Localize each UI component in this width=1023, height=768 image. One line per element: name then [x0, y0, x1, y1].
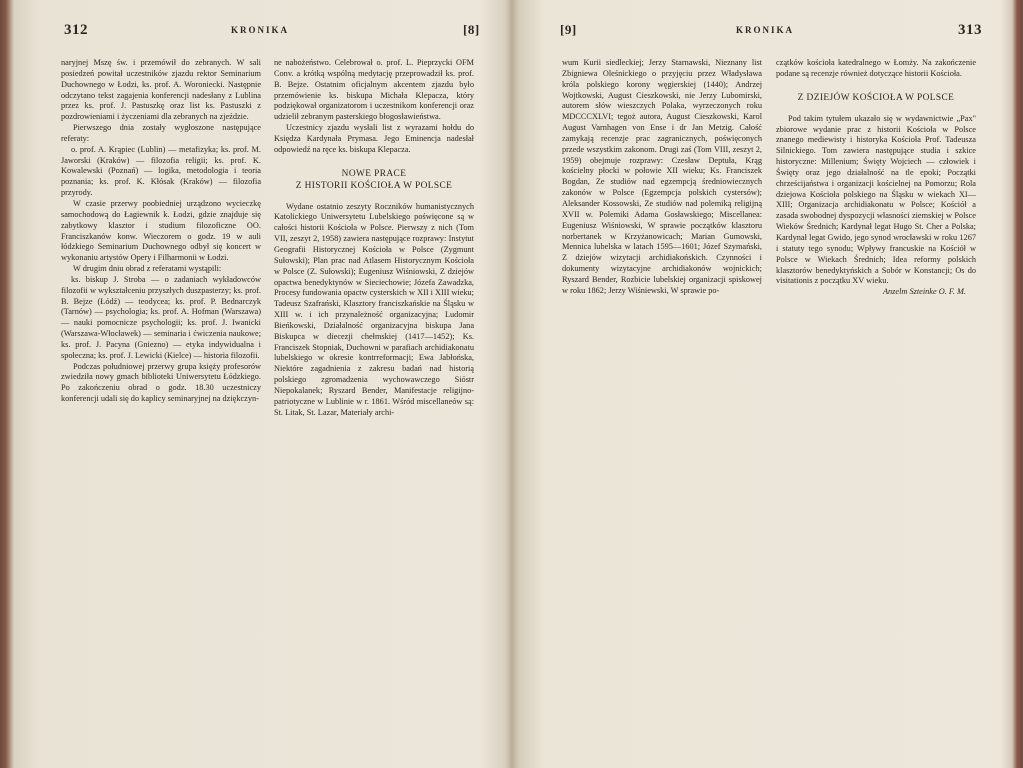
- left-column-2: [274, 58, 474, 758]
- page-number-left: 312: [64, 22, 88, 38]
- section-title-line: Z DZIEJÓW KOŚCIOŁA W POLSCE: [797, 92, 955, 103]
- author-signature: Anzelm Szteinke O. F. M.: [882, 287, 966, 297]
- paragraph: Uczestnicy zjazdu wysłali list z wyrazami hołdu do Księdza Kardynała Prymasa. Jego Eminencja nadesłał odpowiedź na ręce ks. biskupa Klepacza.: [274, 123, 474, 154]
- section-title-church-history: [776, 92, 976, 104]
- paragraph: Podczas południowej przerwy grupa księży profesorów zwiedziła nowy gmach biblioteki Uniwersytetu Łódzkiego. Po zakończeniu obrad o godz. 18.30 uczestniczy konferencji udali się do kaplicy seminaryjnej na dziękczyn-: [61, 361, 261, 404]
- paragraph: W czasie przerwy poobiedniej urządzono wycieczkę samochodową do Łagiewnik k. Łodzi, gdzie znajduje się zabytkowy klasztor i studium filozoficzne OO. Franciszkanów konw. Wieczorem o godz. 19 w auli łódzkiego Seminarium Duchownego odbył się koncert w wykonaniu artystów Opery i Filharmonii w Łodzi.: [61, 198, 261, 263]
- paragraph: ks. biskup J. Stroba — o zadaniach wykładowców filozofii w wykształceniu przyszłych duszpasterzy; ks. prof. B. Bejze (Łódź) — teodycea; ks. prof. P. Bednarczyk (Tarnów) — psychologia; ks. prof. A. Hofman (Warszawa) — nauki pomocnicze psychologii; ks. prof. J. Iwanicki (Warszawa-Włocławek) — seminaria i ćwiczenia naukowe; ks. prof. J. Pacyna (Gniezno) — etyka indywidualna i społeczna; ks. prof. J. Lewicki (Kielce) — historia filozofii.: [61, 274, 261, 360]
- section-title-new-works: [274, 168, 474, 192]
- section-title-line: NOWE PRACE: [341, 168, 407, 179]
- paragraph: Wydane ostatnio zeszyty Roczników humanistycznych Katolickiego Uniwersytetu Lubelskiego poświęcone są w całości historii Kościoła w Polsce. Pierwszy z nich (Tom VII, zeszyt 2, 1958) zawiera następujące rozprawy: Instytut Geografii Historycznej Kościoła w Polsce (Zygmunt Sułowski); Plan prac nad Atlasem Historycznym Kościoła w Polsce (Z. Sułowski); Eugeniusz Wiśniowski, Z dziejów opactwa benedyktynów w Sieciechowie; Józefa Zawadzka, Procesy fundowania opactw cysterskich w XII i XIII wieku; Tadeusz Szafrański, Klasztory franciszkańskie na Śląsku w XIII w. i ich przynależność organizacyjna; Ludomir Bieńkowski, Działalność organizacyjna biskupa Jana Biskupca w diecezji chełmskiej (1417—1452); Ks. Franciszek Stopniak, Duchowni w parafiach archidiakonatu lubelskiego w okresie kontrreformacji; Ewa Jabłońska, Niektóre zagadnienia z zakresu badań nad historią polskiego zgromadzenia wychowawczego Sióstr Niepokalanek; Ryszard Bender, Manifestacje religijno-patriotyczne w Lublinie w r. 1861. Wśród miscellaneów są: St. Litak, St. Lazar, Materiały archi-: [274, 201, 474, 417]
- paragraph: W drugim dniu obrad z referatami wystąpili:: [73, 264, 222, 274]
- right-column-2: [776, 58, 976, 758]
- paragraph: wum Kurii siedleckiej; Jerzy Starnawski, Nieznany list Zbigniewa Oleśnickiego o przyjęciu przez Władysława króla polskiego korony węgierskiej (1440); Andrzej Wojtkowski, August Cieszkowski, nie Jerzy Lubomirski, autorem słów wieszczych Polaka, wyrzeczonych roku MDCCCXLVI; tegoż autora, August Cieszkowski, Karol August Varnhagen von Ense i dr Jan Metzig. Całość zamykają recenzje prac zagranicznych, poświęconych przede wszystkim zakonom. Drugi zaś (Tom VIII, zeszyt 2, 1959) obejmuje rozprawy: Czesław Deptuła, Krąg kościelny płocki w połowie XII wieku; Ks. Franciszek Bogdan, Ze studiów nad egzempcją średniowiecznych zakonów w Polsce (Egzempcja polskich cystersów); Aleksander Kossowski, Ze studiów nad polemiką religijną XVII w. Polemiki Adama Gosławskiego; Miscellanea: Eugeniusz Wiśniowski, W sprawie początków klasztoru norbertanek w Krzyżanowicach; Marian Gumowski, Mennica lubelska w latach 1595—1601; Józef Szymański, Z dziejów wizytacji archidiakońskich. Czynności i dokumenty wizytacyjne archidiakonów wojnickich; Ryszard Bender, Rozbicie lubelskiej organizacji spiskowej w roku 1862; Jerzy Wiśniewski, W sprawie po-: [562, 58, 762, 295]
- left-page-header: [14, 22, 506, 42]
- issue-marker-left: [8]: [463, 22, 480, 37]
- right-column-1: [562, 58, 762, 758]
- paragraph: o. prof. A. Krąpiec (Lublin) — metafizyka; ks. prof. M. Jaworski (Kraków) — filozofia religii; ks. prof. K. Kowalewski (Poznań) — logika, metodologia i teoria poznania; ks. prof. K. Kłósak (Kraków) — filozofia przyrody.: [61, 144, 261, 198]
- section-title-line: Z HISTORII KOŚCIOŁA W POLSCE: [295, 180, 453, 191]
- running-title-right: KRONIKA: [735, 25, 794, 35]
- paragraph: czątków kościoła katedralnego w Łomży. Na zakończenie podane są recenzje również dotyczące historii Kościoła.: [776, 58, 976, 78]
- issue-marker-right: [9]: [560, 22, 577, 37]
- paragraph: naryjnej Mszę św. i przemówił do zebranych. W sali posiedzeń powitał uczestników zjazdu rektor Seminarium Duchownego w Łodzi, ks. prof. A. Woroniecki. Następnie odczytano tekst zagajenia konferencji nadesłany z Lublina przez ks. prof. J. Pastuszkę oraz list ks. Pastuszki z pozdrowieniami i życzeniami dla zebranych na zjeździe.: [61, 58, 261, 122]
- running-title-left: KRONIKA: [230, 25, 289, 35]
- paragraph: Pierwszego dnia zostały wygłoszone następujące referaty:: [61, 123, 261, 143]
- left-page: [14, 0, 506, 768]
- paragraph: ne nabożeństwo. Celebrował o. prof. L. Pieprzycki OFM Conv. a krótką wspólną medytację przeprowadził ks. prof. B. Bejze. Ostatnim oficjalnym akcentem zjazdu było przemówienie ks. biskupa Michała Klepacza, który podziękował organizatorom i uczestnikom konferencji oraz udzielił zebranym pasterskiego błogosławieństwa.: [274, 58, 474, 122]
- right-page-header: [520, 22, 1010, 42]
- right-page: [520, 0, 1010, 768]
- paragraph: Pod takim tytułem ukazało się w wydawnictwie „Pax" zbiorowe wydanie prac z historii Kościoła w Polsce znanego mediewisty i historyka Kościoła Prof. Tadeusza Silnickiego. Tom zawiera następujące studia i szkice historyczne: Millenium; Święty Wojciech — człowiek i Święty oraz jego działalność na tle epoki; Początki chrześcijaństwa i organizacji kościelnej na Pomorzu; Rola dziejowa Kościoła polskiego na Śląsku w wiekach XI—XIII; Organizacja archidiakonatu w Polsce; Kościół a zasada swobodnej dyspozycji własności ziemskiej w Polsce Wieków Średnich; Kardynał legat Hugo St. Cher a Polska; Kardynał legat Gwido, jego synod wrocławski w roku 1267 i statuty tego synodu; Wpływy francuskie na Kościół w Polsce w Wiekach Średnich; Idea reformy polskich klasztorów benedyktyńskich a Sobór w Konstancji; Os do visitationis z początku XV wieku.: [776, 113, 976, 286]
- left-column-1: [61, 58, 261, 758]
- page-number-right: 313: [958, 22, 982, 38]
